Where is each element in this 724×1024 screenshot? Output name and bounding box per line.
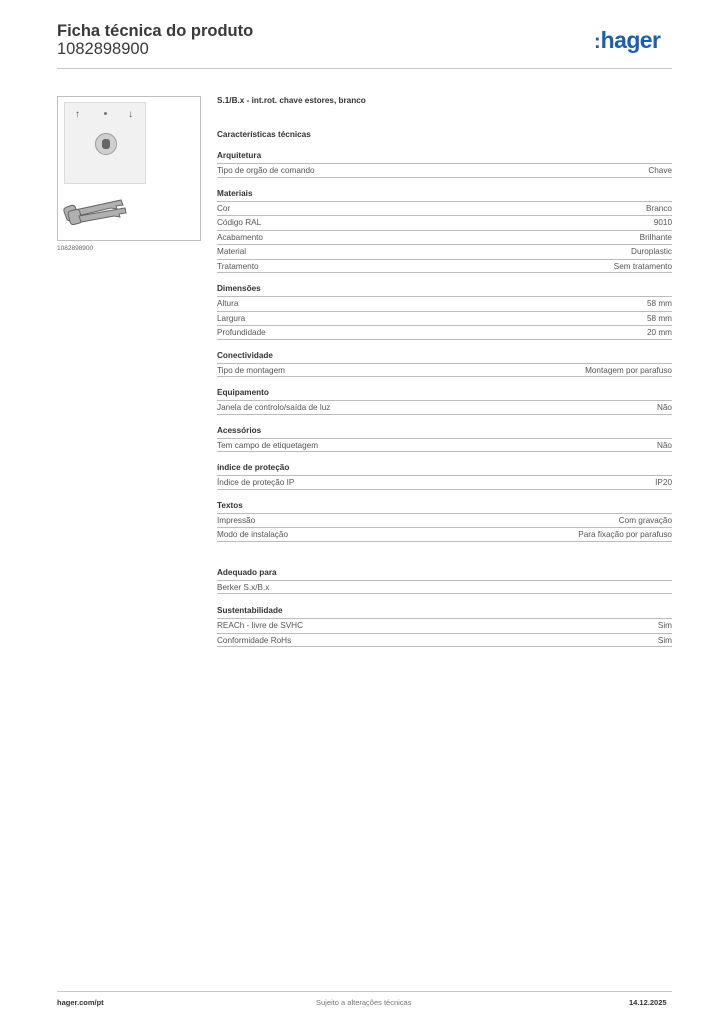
spec-row [217,296,672,311]
spec-row [217,513,672,528]
spec-row [217,259,672,274]
spec-value: Não [656,403,672,412]
spec-value: Brilhante [639,232,672,242]
product-name: S.1/B.x - int.rot. chave estores, branco [217,96,366,105]
spec-section [217,149,672,178]
spec-value: 9010 [653,218,672,227]
section-title: Dimensões [217,284,261,293]
spec-label: Conformidade RoHs [217,635,292,645]
spec-section [217,349,672,378]
spec-row [217,580,672,595]
spec-row [217,215,672,230]
section-title: Acessórios [217,425,262,435]
image-caption: 1082898900 [57,245,94,252]
spec-label: Modo de instalação [217,530,289,539]
spec-label: Cor [217,203,231,213]
spec-label: Material [217,247,247,256]
spec-section [217,282,672,340]
spec-label: Janela de controlo/saída de luz [217,403,331,412]
spec-value: Chave [648,166,672,175]
spec-value: Com gravação [618,515,672,525]
footer-divider [57,991,672,992]
spec-value: IP20 [655,478,672,487]
spec-section [217,461,672,490]
spec-value: Duroplastic [631,247,672,256]
switch-plate [64,102,146,184]
spec-section [217,424,672,453]
product-image [57,96,201,241]
footer-website: hager.com/pt [57,998,104,1007]
spec-value: Para fixação por parafuso [578,530,672,539]
spec-value: Branco [646,203,672,213]
spec-section [217,499,672,542]
spec-label: Altura [217,299,239,308]
footer-note: Sujeito a alterações técnicas [316,998,412,1007]
logo-text: hager [600,27,661,53]
spec-row [217,618,672,633]
spec-label: Tem campo de etiquetagem [217,440,319,450]
spec-row [217,163,672,178]
section-title: Sustentabilidade [217,606,283,615]
product-code: 1082898900 [57,40,149,58]
spec-label: REACh - livre de SVHC [217,621,303,630]
dot-icon [104,112,107,115]
spec-value: 58 mm [646,299,672,308]
spec-label: Acabamento [217,232,263,242]
spec-value: Montagem por parafuso [585,365,672,375]
spec-row [217,400,672,415]
spec-value: 58 mm [646,313,672,323]
spec-section [217,604,672,647]
spec-label: Largura [217,313,246,323]
header-divider [57,68,672,69]
spec-label: Impressão [217,515,256,525]
spec-row [217,244,672,259]
spec-label: Berker S.x/B.x [217,582,270,592]
spec-value: Sim [657,635,672,645]
spec-row [217,311,672,326]
spec-value: Não [656,440,672,450]
spec-row [217,201,672,216]
spec-label: Índice de proteção IP [217,478,295,487]
arrow-down-icon: ↓ [128,109,133,120]
section-title: Arquitetura [217,151,262,160]
section-title: Equipamento [217,388,269,397]
spec-row [217,363,672,378]
spec-row [217,475,672,490]
spec-row [217,325,672,340]
section-title: Conectividade [217,350,273,360]
section-title: Adequado para [217,567,277,577]
key-cylinder-icon [95,133,117,155]
spec-label: Tipo de montagem [217,365,285,375]
spec-section [217,386,672,415]
spec-value: 20 mm [646,328,672,337]
spec-row [217,633,672,648]
footer-date: 14.12.2025 [629,998,667,1007]
spec-content [217,96,672,647]
section-title: Materiais [217,188,253,198]
keys-icon [61,192,131,232]
spec-row [217,230,672,245]
spec-value: Sem tratamento [613,261,672,271]
spec-row [217,527,672,542]
spec-label: Tipo de orgão de comando [217,166,315,175]
spec-row [217,438,672,453]
hager-logo: :hager [594,27,661,53]
technical-heading: Características técnicas [217,130,311,139]
page-title: Ficha técnica do produto [57,22,254,40]
section-title: índice de proteção [217,463,290,472]
spec-section [217,187,672,274]
spec-label: Profundidade [217,328,266,337]
spec-section [217,566,672,595]
spec-value: Sim [657,621,672,630]
section-title: Textos [217,500,243,510]
spec-label: Código RAL [217,218,262,227]
spec-label: Tratamento [217,261,259,271]
arrow-up-icon: ↑ [75,109,80,120]
